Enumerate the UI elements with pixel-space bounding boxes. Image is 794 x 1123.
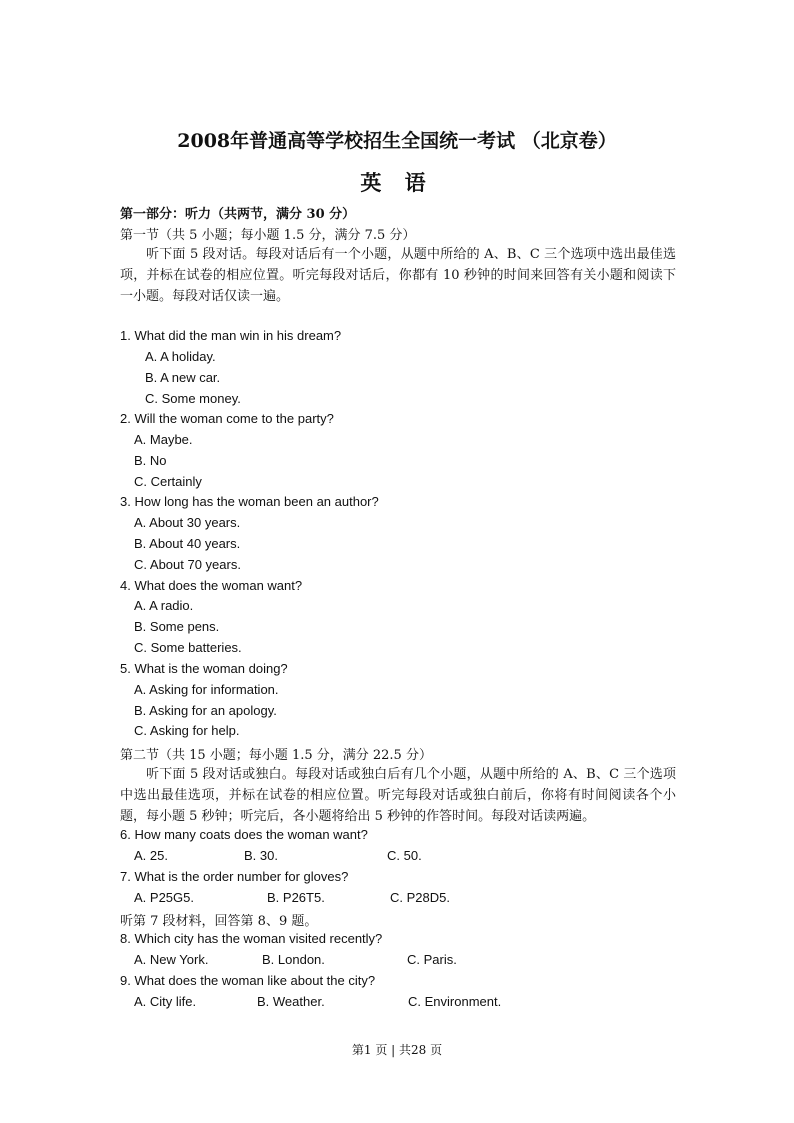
q7-option-b: B. P26T5. [267,890,325,905]
q2-option-c: C. Certainly [134,474,202,489]
section2-instructions: 听下面 5 段对话或独白。每段对话或独白后有几个小题，从题中所给的 A、B、C 三个选项中选出最佳选项，并标在试卷的相应位置。听完每段对话或独白前后，你将有时间阅读各个小题，每小题 5 秒钟；听完后，各小题将给出 5 秒钟的作答时间。每段对话读两遍。 [120,767,676,824]
q7-option-c: C. P28D5. [390,890,450,905]
section1-heading: 第一节（共 5 小题；每小题 1.5 分，满分 7.5 分） [120,228,416,243]
question-4: 4. What does the woman want? [120,578,303,593]
q9-option-b: B. Weather. [257,994,325,1009]
section1-instructions: 听下面 5 段对话。每段对话后有一个小题，从题中所给的 A、B、C 三个选项中选出最佳选项，并标在试卷的相应位置。听完每段对话后，你都有 10 秒钟的时间来回答有关小题和阅读下一小题。每段对话仅读一遍。 [120,247,676,304]
q8-option-b: B. London. [262,952,325,967]
question-3: 3. How long has the woman been an author? [120,494,379,509]
q2-option-b: B. No [134,453,167,468]
q1-option-b: B. A new car. [145,370,221,385]
q4-option-a: A. A radio. [134,598,194,613]
question-7: 7. What is the order number for gloves? [120,869,349,884]
q3-option-b: B. About 40 years. [134,536,241,551]
page-footer: 第1 页 | 共28 页 [351,1043,443,1057]
exam-title: 2008年普通高等学校招生全国统一考试 （北京卷） [177,130,617,152]
q1-option-c: C. Some money. [145,391,241,406]
question-6: 6. How many coats does the woman want? [120,827,368,842]
q7-option-a: A. P25G5. [134,890,194,905]
question-5: 5. What is the woman doing? [120,661,288,676]
q6-option-c: C. 50. [387,848,422,863]
q6-option-b: B. 30. [244,848,278,863]
q5-option-c: C. Asking for help. [134,723,240,738]
part1-heading: 第一部分：听力（共两节，满分 30 分） [120,207,356,222]
q1-option-a: A. A holiday. [145,349,216,364]
question-8: 8. Which city has the woman visited recently? [120,931,383,946]
question-1: 1. What did the man win in his dream? [120,328,342,343]
subject-title: 英 语 [360,170,434,195]
q8-option-a: A. New York. [134,952,209,967]
q5-option-b: B. Asking for an apology. [134,703,277,718]
q4-option-c: C. Some batteries. [134,640,242,655]
q5-option-a: A. Asking for information. [134,682,279,697]
q8-option-c: C. Paris. [407,952,457,967]
q3-option-a: A. About 30 years. [134,515,241,530]
q3-option-c: C. About 70 years. [134,557,241,572]
passage-7-note: 听第 7 段材料，回答第 8、9 题。 [120,914,318,929]
section2-heading: 第二节（共 15 小题；每小题 1.5 分，满分 22.5 分） [120,748,432,763]
q4-option-b: B. Some pens. [134,619,220,634]
question-9: 9. What does the woman like about the city? [120,973,376,988]
q9-option-c: C. Environment. [408,994,502,1009]
question-2: 2. Will the woman come to the party? [120,411,334,426]
q2-option-a: A. Maybe. [134,432,193,447]
q6-option-a: A. 25. [134,848,168,863]
q9-option-a: A. City life. [134,994,197,1009]
